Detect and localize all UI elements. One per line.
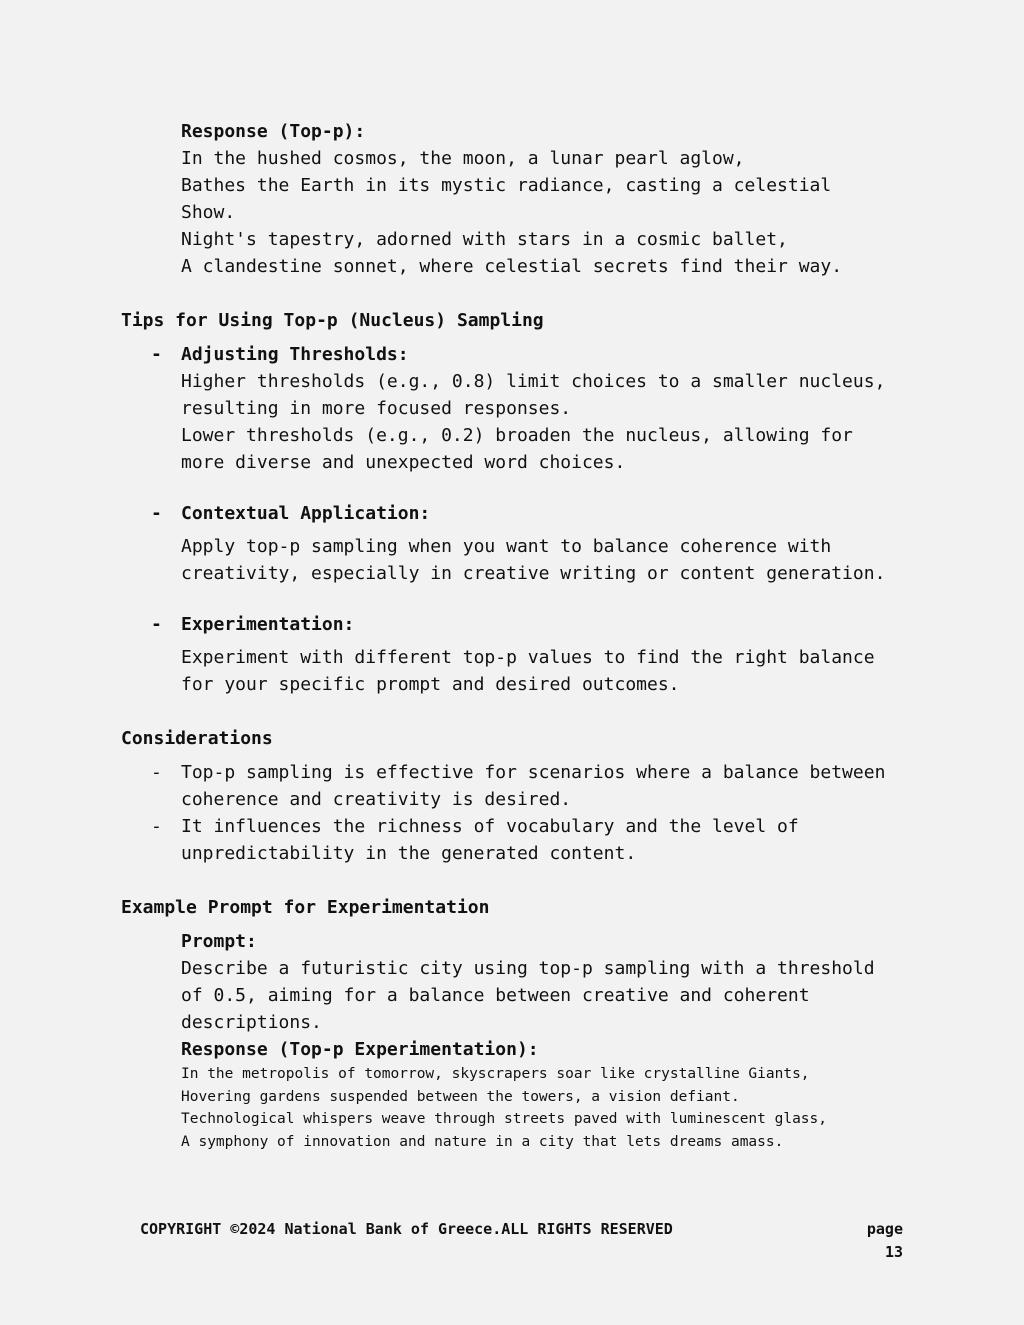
tip-title-adjusting-thresholds: Adjusting Thresholds: (181, 344, 409, 365)
footer-page-number: 13 (884, 1243, 903, 1261)
tip-line: Experiment with different top-p values to find the right balance (181, 647, 875, 668)
tip-line: more diverse and unexpected word choices. (181, 452, 626, 473)
example-heading: Example Prompt for Experimentation (121, 897, 490, 918)
response-line: A clandestine sonnet, where celestial secrets find their way. (181, 256, 843, 277)
tip-title-contextual-application: Contextual Application: (181, 503, 431, 524)
tip-line: Higher thresholds (e.g., 0.8) limit choices to a smaller nucleus, (181, 371, 886, 392)
consideration-line: unpredictability in the generated content. (181, 843, 637, 864)
tip-line: Apply top-p sampling when you want to balance coherence with (181, 536, 832, 557)
consideration-line: Top-p sampling is effective for scenarios where a balance between (181, 762, 886, 783)
prompt-line: Describe a futuristic city using top-p sampling with a threshold (181, 958, 875, 979)
tip-line: creativity, especially in creative writing or content generation. (181, 563, 886, 584)
tip-line: resulting in more focused responses. (181, 398, 572, 419)
response-experimentation-line: Hovering gardens suspended between the towers, a vision defiant. (181, 1088, 740, 1105)
consideration-line: coherence and creativity is desired. (181, 789, 572, 810)
consideration-line: It influences the richness of vocabulary and the level of (181, 816, 799, 837)
bullet-dash: - (151, 816, 162, 837)
response-experimentation-line: Technological whispers weave through streets paved with luminescent glass, (181, 1111, 828, 1127)
bullet-dash: - (151, 762, 162, 783)
bullet-dash: - (151, 614, 162, 635)
tips-heading: Tips for Using Top-p (Nucleus) Sampling (121, 310, 544, 331)
response-experimentation-line: In the metropolis of tomorrow, skyscrapers soar like crystalline Giants, (181, 1066, 810, 1082)
response-experimentation-label: Response (Top-p Experimentation): (181, 1039, 539, 1060)
response-top-p-label: Response (Top-p): (181, 121, 366, 142)
footer-copyright: COPYRIGHT ©2024 National Bank of Greece.ALL RIGHTS RESERVED (140, 1220, 673, 1238)
prompt-line: of 0.5, aiming for a balance between creative and coherent (181, 985, 810, 1006)
response-line: Night's tapestry, adorned with stars in a cosmic ballet, (181, 229, 788, 250)
bullet-dash: - (151, 344, 162, 365)
tip-title-experimentation: Experimentation: (181, 614, 355, 635)
prompt-line: descriptions. (181, 1012, 322, 1033)
tip-line: for your specific prompt and desired outcomes. (181, 674, 680, 695)
prompt-label: Prompt: (181, 931, 257, 952)
response-line: Bathes the Earth in its mystic radiance, casting a celestial (181, 175, 832, 196)
response-line: Show. (181, 202, 236, 223)
footer-page-label: page (866, 1220, 903, 1238)
response-experimentation-line: A symphony of innovation and nature in a city that lets dreams amass. (181, 1133, 784, 1150)
bullet-dash: - (151, 503, 162, 524)
tip-line: Lower thresholds (e.g., 0.2) broaden the nucleus, allowing for (181, 425, 853, 446)
considerations-heading: Considerations (121, 728, 273, 749)
response-line: In the hushed cosmos, the moon, a lunar pearl aglow, (181, 148, 745, 169)
